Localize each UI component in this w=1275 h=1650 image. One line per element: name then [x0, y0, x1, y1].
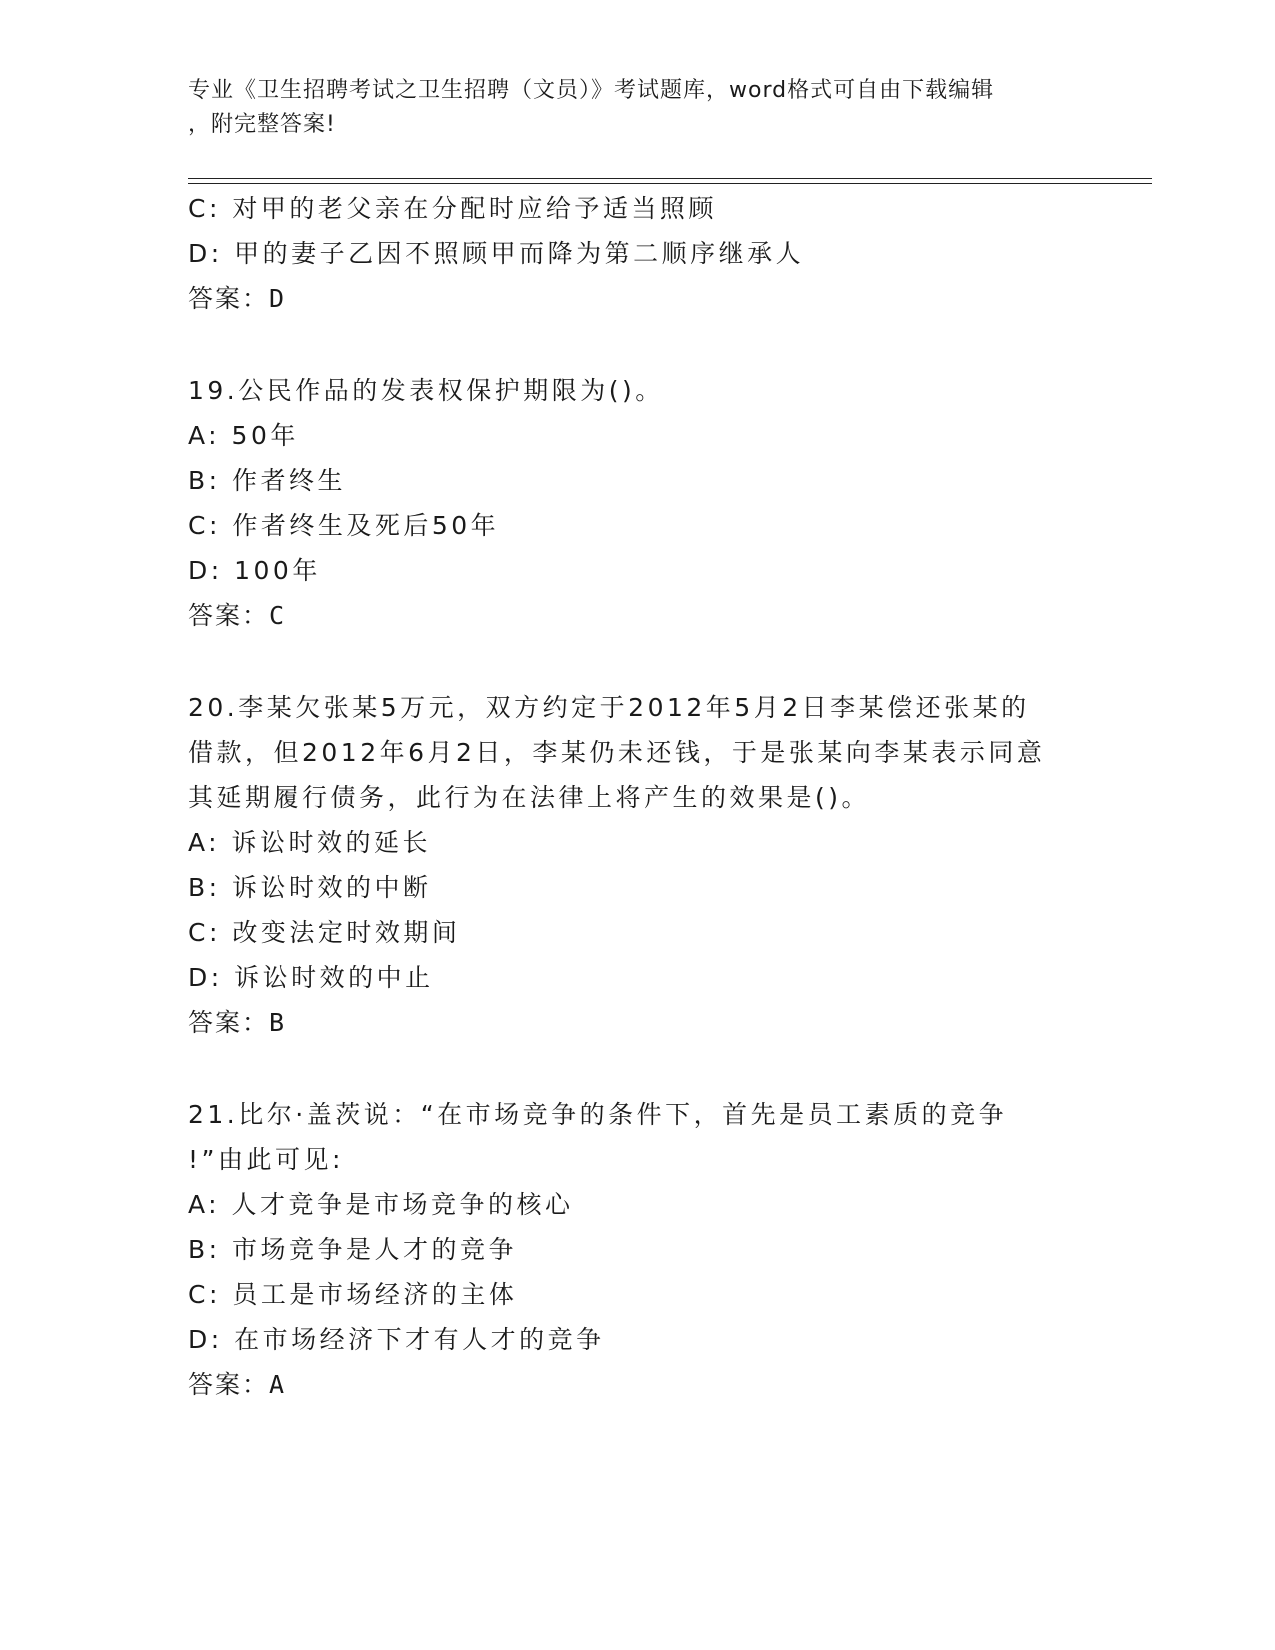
- q20-option-d: D: 诉讼时效的中止: [188, 963, 434, 992]
- document-header: [188, 74, 1068, 142]
- header-line-1: 专业《卫生招聘考试之卫生招聘（文员）》考试题库，word格式可自由下载编辑: [188, 78, 995, 103]
- q19-option-b: B: 作者终生: [188, 466, 347, 495]
- header-line-2: ，附完整答案!: [188, 112, 336, 137]
- q21-option-d: D: 在市场经济下才有人才的竞争: [188, 1325, 605, 1354]
- q19-stem: 19.公民作品的发表权保护期限为()。: [188, 376, 664, 405]
- q21-option-a: A: 人才竞争是市场竞争的核心: [188, 1190, 574, 1219]
- q19-option-d: D: 100年: [188, 556, 321, 585]
- q20-option-b: B: 诉讼时效的中断: [188, 873, 432, 902]
- q19-option-a: A: 50年: [188, 421, 299, 450]
- header-divider-bottom: [188, 183, 1152, 184]
- q20-answer: 答案：B: [188, 1008, 287, 1037]
- q20-option-a: A: 诉讼时效的延长: [188, 828, 432, 857]
- q21-option-c: C: 员工是市场经济的主体: [188, 1280, 518, 1309]
- q20-stem-line-2: 借款，但2012年6月2日，李某仍未还钱，于是张某向李某表示同意: [188, 738, 1046, 767]
- q20-stem-line-3: 其延期履行债务，此行为在法律上将产生的效果是()。: [188, 783, 871, 812]
- q18-option-c: C: 对甲的老父亲在分配时应给予适当照顾: [188, 194, 717, 223]
- q21-stem-line-2: !”由此可见:: [188, 1145, 344, 1174]
- q18-option-d: D: 甲的妻子乙因不照顾甲而降为第二顺序继承人: [188, 239, 805, 268]
- q19-option-c: C: 作者终生及死后50年: [188, 511, 500, 540]
- q19-answer: 答案：C: [188, 601, 287, 630]
- q21-stem-line-1: 21.比尔·盖茨说：“在市场竞争的条件下，首先是员工素质的竞争: [188, 1100, 1008, 1129]
- q18-answer: 答案：D: [188, 284, 287, 313]
- q20-option-c: C: 改变法定时效期间: [188, 918, 461, 947]
- q21-answer: 答案：A: [188, 1370, 287, 1399]
- header-divider-top: [188, 178, 1152, 179]
- q21-option-b: B: 市场竞争是人才的竞争: [188, 1235, 518, 1264]
- q20-stem-line-1: 20.李某欠张某5万元，双方约定于2012年5月2日李某偿还张某的: [188, 693, 1030, 722]
